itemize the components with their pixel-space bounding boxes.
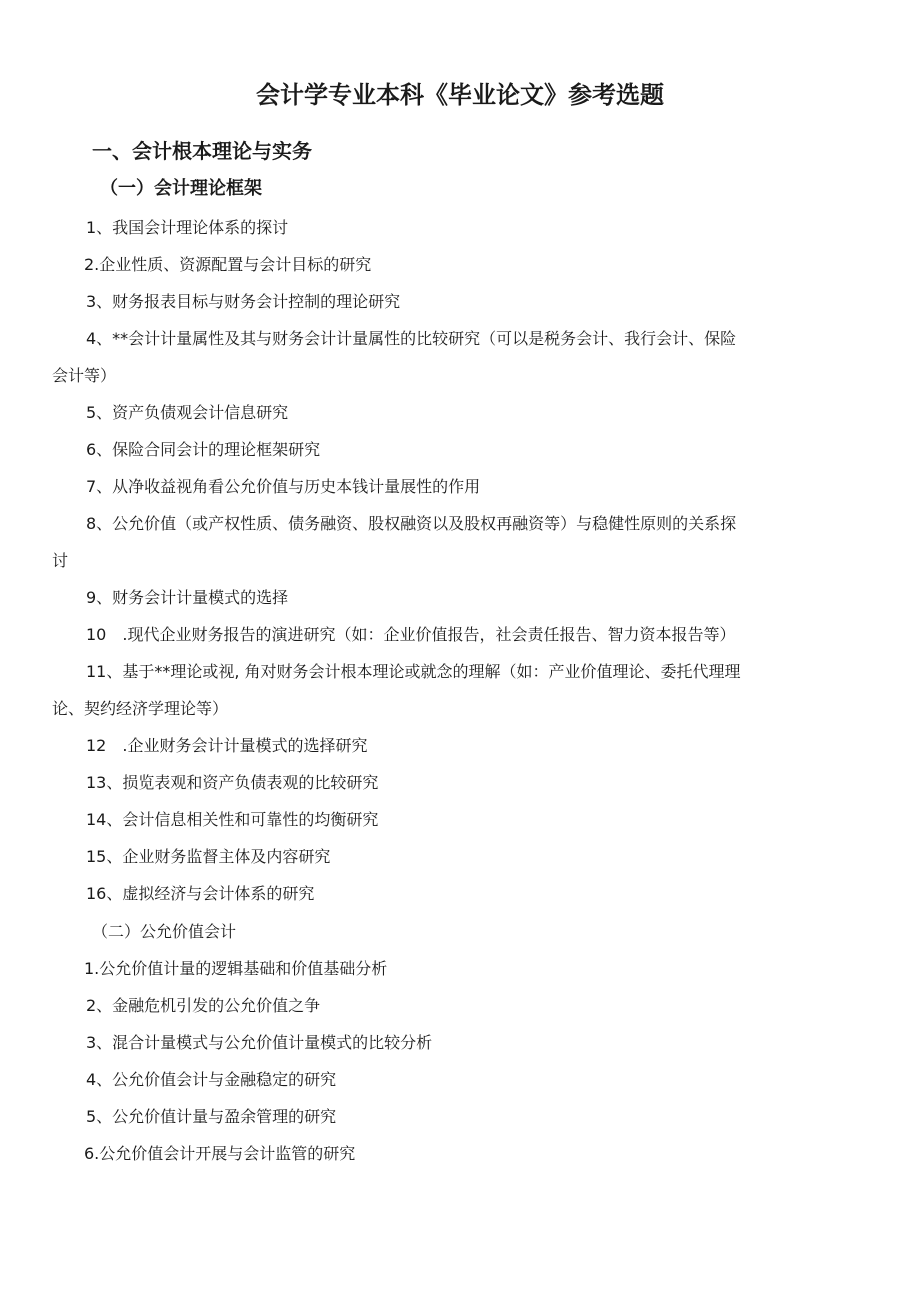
list-item: 13、损览表观和资产负债表观的比较研究 [86,773,379,792]
subsection-heading: （一）会计理论框架 [100,178,262,199]
list-item: 6、保险合同会计的理论框架研究 [86,440,321,459]
list-item: 5、公允价值计量与盈余管理的研究 [86,1107,337,1126]
section-heading: 一、会计根本理论与实务 [92,139,312,163]
list-item-line: 8、公允价值（或产权性质、债务融资、股权融资以及股权再融资等）与稳健性原则的关系探 [86,514,737,533]
list-item: 12 .企业财务会计计量模式的选择研究 [86,736,368,755]
list-item: 5、资产负债观会计信息研究 [86,403,289,422]
list-item: 16、虚拟经济与会计体系的研究 [86,884,315,903]
subsection-heading: （二）公允价值会计 [92,922,237,941]
list-item: 1.公允价值计量的逻辑基础和价值基础分析 [84,959,388,978]
list-item: 7、从净收益视角看公允价值与历史本钱计量展性的作用 [86,477,481,496]
list-item: 2.企业性质、资源配置与会计目标的研究 [84,255,372,274]
list-item [52,505,846,579]
list-item: 4、公允价值会计与金融稳定的研究 [86,1070,337,1089]
list-item [52,320,846,394]
list-item: 9、财务会计计量模式的选择 [86,588,289,607]
list-item-line: 11、基于**理论或视, 角对财务会计根本理论或就念的理解（如：产业价值理论、委托代理理 [86,662,741,681]
document-title: 会计学专业本科《毕业论文》参考选题 [256,81,664,109]
list-item-line: 4、**会计计量属性及其与财务会计计量属性的比较研究（可以是税务会计、我行会计、保险 [86,329,737,348]
list-item-continuation: 论、契约经济学理论等） [52,699,229,718]
list-item: 15、企业财务监督主体及内容研究 [86,847,331,866]
list-item: 3、财务报表目标与财务会计控制的理论研究 [86,292,401,311]
list-item: 3、混合计量模式与公允价值计量模式的比较分析 [86,1033,433,1052]
list-item: 1、我国会计理论体系的探讨 [86,218,289,237]
list-item: 14、会计信息相关性和可靠性的均衡研究 [86,810,379,829]
list-item: 10 .现代企业财务报告的演进研究（如：企业价值报告，社会责任报告、智力资本报告等） [86,625,736,644]
list-item-continuation: 讨 [52,551,69,570]
list-item: 2、金融危机引发的公允价值之争 [86,996,321,1015]
list-item-continuation: 会计等） [52,366,117,385]
list-item: 6.公允价值会计开展与会计监管的研究 [84,1144,356,1163]
list-item [52,653,846,727]
